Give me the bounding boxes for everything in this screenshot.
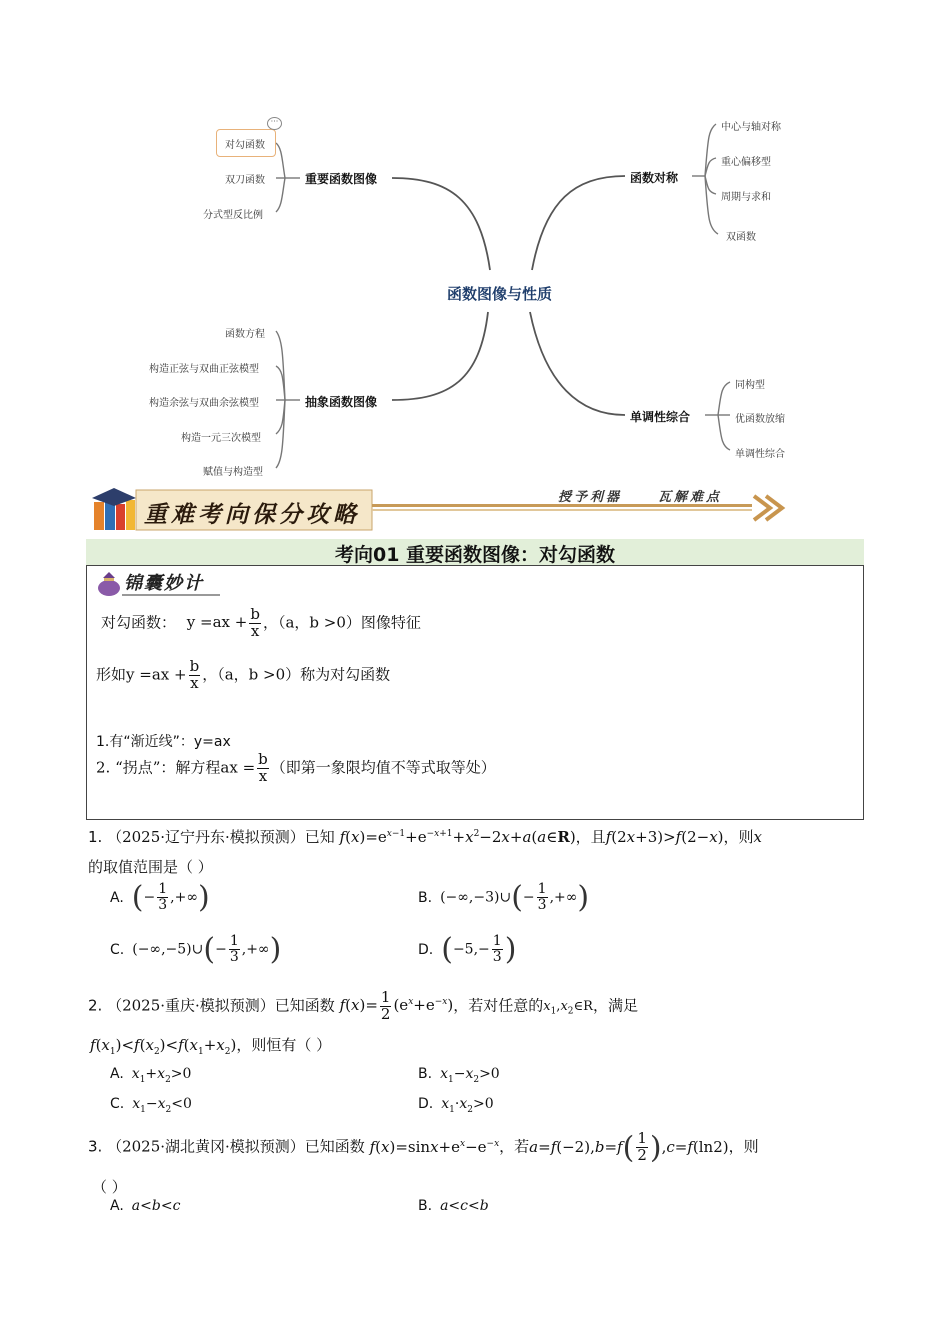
q3-option-b[interactable]: B. a<c<b [418,1198,489,1214]
leaf-center-axis[interactable]: 中心与轴对称 [721,122,781,133]
leaf-double-func[interactable]: 双函数 [726,232,756,243]
q1-option-d[interactable]: D. (−5,− $\frac{1}{3}$ ) [418,932,517,967]
q1-option-b[interactable]: B. (−∞,−3)∪(− $\frac{1}{3}$ ,+∞) [418,880,590,915]
fraction-b-over-x: $\frac{b}{x}$ [250,605,260,640]
question-number: 1. [88,828,103,846]
question-source: （2025·辽宁丹东·模拟预测）已知 [107,828,335,846]
tips-title: 锦囊妙计 [124,573,204,594]
q2-option-b[interactable]: B. $x_1-x_2>0$ [418,1066,500,1085]
leaf-isomorphic[interactable]: 同构型 [735,380,765,391]
leaf-scaling[interactable]: 优函数放缩 [735,414,785,425]
leaf-sine-model[interactable]: 构造正弦与双曲正弦模型 [149,364,259,375]
question-source: （2025·湖北黄冈·模拟预测）已知函数 [107,1137,365,1156]
leaf-mono-combo[interactable]: 单调性综合 [735,449,785,460]
q2-stem-mid: ，若对任意的 [453,996,544,1015]
q1-stem-tail: ，且 [575,828,606,846]
tips-item2-prefix: 2. “拐点”：解方程 [96,758,221,777]
mindmap-root[interactable]: 函数图像与性质 [447,285,553,303]
fraction-b-over-x: $\frac{b}{x}$ [258,750,268,785]
branch-symmetry[interactable]: 函数对称 [630,171,679,185]
question-number: 2. [88,996,103,1015]
tips-line1-eq: y =ax + [186,613,248,632]
tips-title-underline [122,594,220,596]
q2-line2-tail: ，则恒有（ ） [236,1036,332,1054]
banner-tag-2: 瓦解难点 [658,490,723,505]
q1-option-a[interactable]: A. (− $\frac{1}{3}$ ,+∞) [110,880,210,915]
leaf-func-eq[interactable]: 函数方程 [225,329,265,340]
tips-item-2 [96,752,496,785]
fraction-b-over-x: $\frac{b}{x}$ [189,657,200,692]
q3-stem-tail: ，则 [728,1137,759,1156]
tips-line-1 [101,607,421,640]
leaf-duigou[interactable]: 对勾函数 [225,140,265,151]
q1-condition: f(2x+3)>f(2−x) [605,828,724,846]
q2-function: f(x)= $\frac{1}{2}$ $(e^x+e^{-x})$ [339,988,454,1023]
q3-option-a[interactable]: A. a<b<c [110,1198,181,1214]
bag-icon [96,569,122,597]
tips-line-2 [96,659,390,692]
banner-title: 重难考向保分攻略 [144,501,360,528]
tips-item2-eq: ax = [220,758,256,777]
leaf-fenshi[interactable]: 分式型反比例 [203,210,263,221]
tips-item2-suffix: （即第一象限均值不等式取等处） [270,758,496,777]
q2-vars: $x_1,x_2\in R$ [543,999,593,1017]
q2-option-a[interactable]: A. $x_1+x_2>0$ [110,1066,192,1085]
leaf-centroid-shift[interactable]: 重心偏移型 [721,157,771,168]
tips-line2-eq: y =ax + [126,665,187,684]
branch-important-graphs[interactable]: 重要函数图像 [305,172,378,186]
branch-abstract-graphs[interactable]: 抽象函数图像 [305,395,378,409]
q1-cond-tail: ，则 [723,828,754,846]
more-icon[interactable]: ··· [267,117,282,130]
branch-monotonic[interactable]: 单调性综合 [630,410,691,424]
tips-item-1: 1.有“渐近线”：y=ax [96,734,231,750]
mindmap-lines [0,0,950,480]
leaf-shuangdao[interactable]: 双刀函数 [225,175,265,186]
tips-line2-prefix: 形如 [96,665,127,684]
tips-line1-cond: ，（a，b >0）图像特征 [262,613,421,632]
section-heading: 考向01 重要函数图像：对勾函数 [334,544,616,566]
q1-function: $f(x)=e^{x-1}+e^{-x+1}+x^2-2x+a(a\in R)$ [339,828,576,846]
question-1-line2: 的取值范围是（ ） [88,858,213,876]
question-2-line2 [90,1034,331,1057]
leaf-period-sum[interactable]: 周期与求和 [721,192,771,203]
question-number: 3. [88,1137,103,1156]
leaf-assign-construct[interactable]: 赋值与构造型 [203,467,263,478]
q2-stem-tail: ，满足 [592,996,638,1015]
leaf-cosine-model[interactable]: 构造余弦与双曲余弦模型 [149,398,259,409]
q1-var: x [753,828,763,846]
q2-option-d[interactable]: D. $x_1\cdot x_2>0$ [418,1096,494,1115]
question-3-stem [88,1130,759,1165]
q2-inequality: $f(x_1)<f(x_2)<f(x_1+x_2)$ [90,1036,237,1057]
q3-function: $f(x)=\sin x+e^x-e^{-x}$ [369,1137,500,1156]
leaf-cubic-model[interactable]: 构造一元三次模型 [181,433,261,444]
tips-line1-prefix: 对勾函数： [101,613,177,632]
question-2-stem [88,990,638,1023]
q2-option-c[interactable]: C. $x_1-x_2<0$ [110,1096,192,1115]
question-1-stem [88,826,762,847]
tips-line2-cond: ，（a，b >0）称为对勾函数 [202,665,391,684]
banner [88,484,788,534]
q3-defs: a=f(−2),b=f( $\frac{1}{2}$ ),c=f(ln2) [529,1129,729,1165]
q1-option-c[interactable]: C. (−∞,−5)∪(− $\frac{1}{3}$ ,+∞) [110,932,282,967]
question-3-line2: （ ） [92,1178,127,1196]
question-source: （2025·重庆·模拟预测）已知函数 [107,996,335,1015]
banner-tag-1: 授予利器 [558,490,623,505]
q3-stem-mid: ，若 [499,1137,530,1156]
